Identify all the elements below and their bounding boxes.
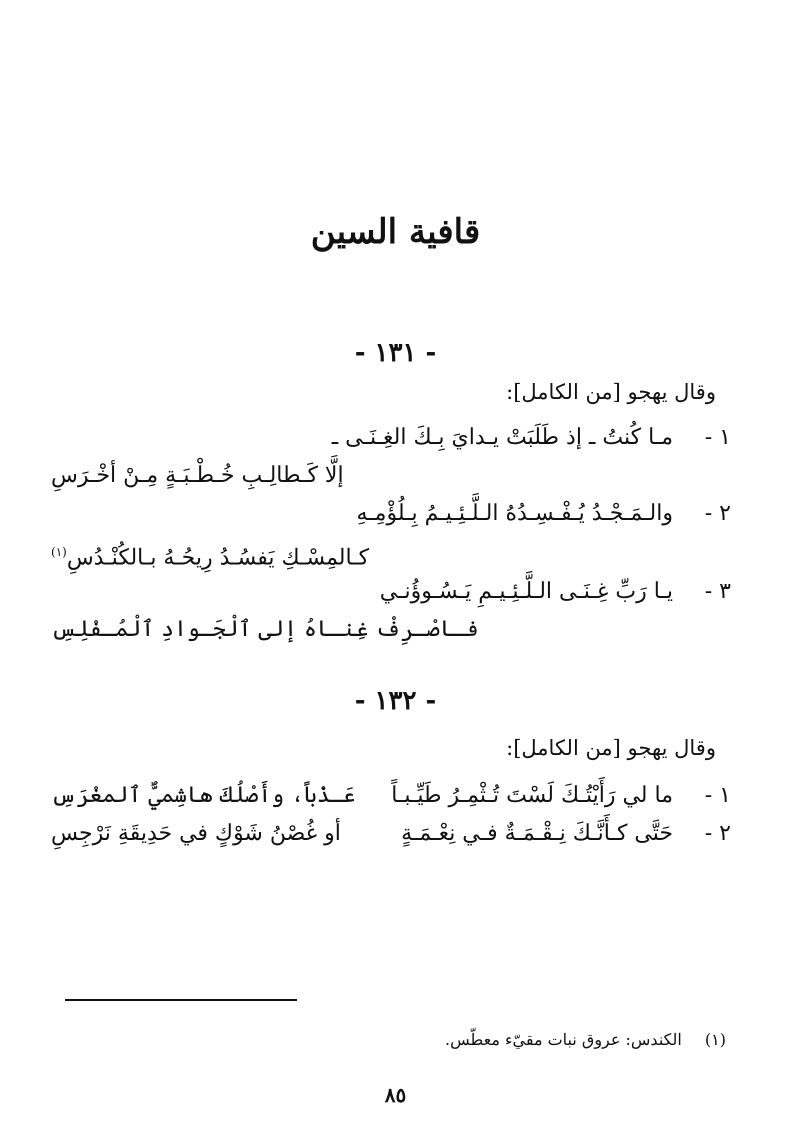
verse-second-hemistich bbox=[51, 456, 731, 496]
page-number: ٨٥ bbox=[384, 1083, 407, 1107]
footnote bbox=[445, 1030, 726, 1049]
footnote-text: الكندس: عروق نبات مقيّء معطّس. bbox=[445, 1030, 682, 1049]
hemistich-second: كـالمِسْـكِ يَفسُـدُ رِيحُـهُ بـالكُنْـدُسِ bbox=[66, 545, 370, 571]
hemistich-first: حَتَّى كـأَنَّـكَ نِـقْـمَـةٌ فـي نِعْـمَـةٍ bbox=[401, 821, 673, 846]
verse-number: ٢ - bbox=[704, 501, 731, 526]
hemistich-second: عَـذْباً، وأَصْلُكَ هاشِميٌّ ٱلمغْرَسِ bbox=[51, 783, 356, 808]
footnote-number: (١) bbox=[704, 1030, 726, 1049]
verse-number: ٣ - bbox=[704, 579, 731, 604]
poem-number: - ١٣٢ - bbox=[354, 686, 437, 716]
poem-number: - ١٣١ - bbox=[354, 338, 437, 368]
hemistich-first: ما لي رَأَيْتُـكَ لَسْتَ تُـثْمِـرُ طَيِّـبـاً bbox=[391, 783, 673, 808]
hemistich-first: يـا رَبِّ غِـنَـى الـلَّـئِـيـمِ يَـسُـوؤُنـي bbox=[379, 579, 673, 604]
verse-number: ٢ - bbox=[704, 821, 731, 846]
verse-line bbox=[51, 814, 731, 854]
verse-first-hemistich bbox=[51, 494, 731, 534]
hemistich-second: إلَّا كَـطالِـبِ خُـطْـبَـةٍ مِـنْ أخْـرَسِ bbox=[51, 463, 344, 488]
hemistich-first: مـا كُنتُ ـ إذ طَلَبَتْ يـدايَ بِـكَ الغِـنَـى ـ bbox=[331, 425, 673, 450]
verse-line bbox=[51, 776, 731, 816]
verse-second-hemistich bbox=[51, 532, 731, 572]
verse-number: ١ - bbox=[704, 783, 731, 808]
verse-number: ١ - bbox=[704, 425, 731, 450]
footnote-divider bbox=[65, 999, 297, 1001]
hemistich-second: فـاصْـرِفْ غِنـاهُ إلى ٱلْجَـوادِ ٱلْمُـفْلِسِ bbox=[51, 617, 479, 642]
hemistich-first: والـمَـجْـدُ يُـفْـسِـدُهُ الـلَّـئِـيـمُ بِـلُؤْمِـهِ bbox=[356, 501, 673, 526]
verse-first-hemistich bbox=[51, 572, 731, 612]
poem-intro: وقال يهجو [من الكامل]: bbox=[506, 380, 716, 404]
footnote-mark: (١) bbox=[51, 545, 67, 559]
verse-second-hemistich bbox=[51, 610, 731, 650]
verse-first-hemistich bbox=[51, 418, 731, 458]
chapter-title: قافية السين bbox=[310, 212, 481, 252]
poem-intro: وقال يهجو [من الكامل]: bbox=[506, 736, 716, 760]
hemistich-second: أو غُصْنُ شَوْكٍ في حَدِيقَةِ نَرْجِسِ bbox=[51, 821, 341, 846]
